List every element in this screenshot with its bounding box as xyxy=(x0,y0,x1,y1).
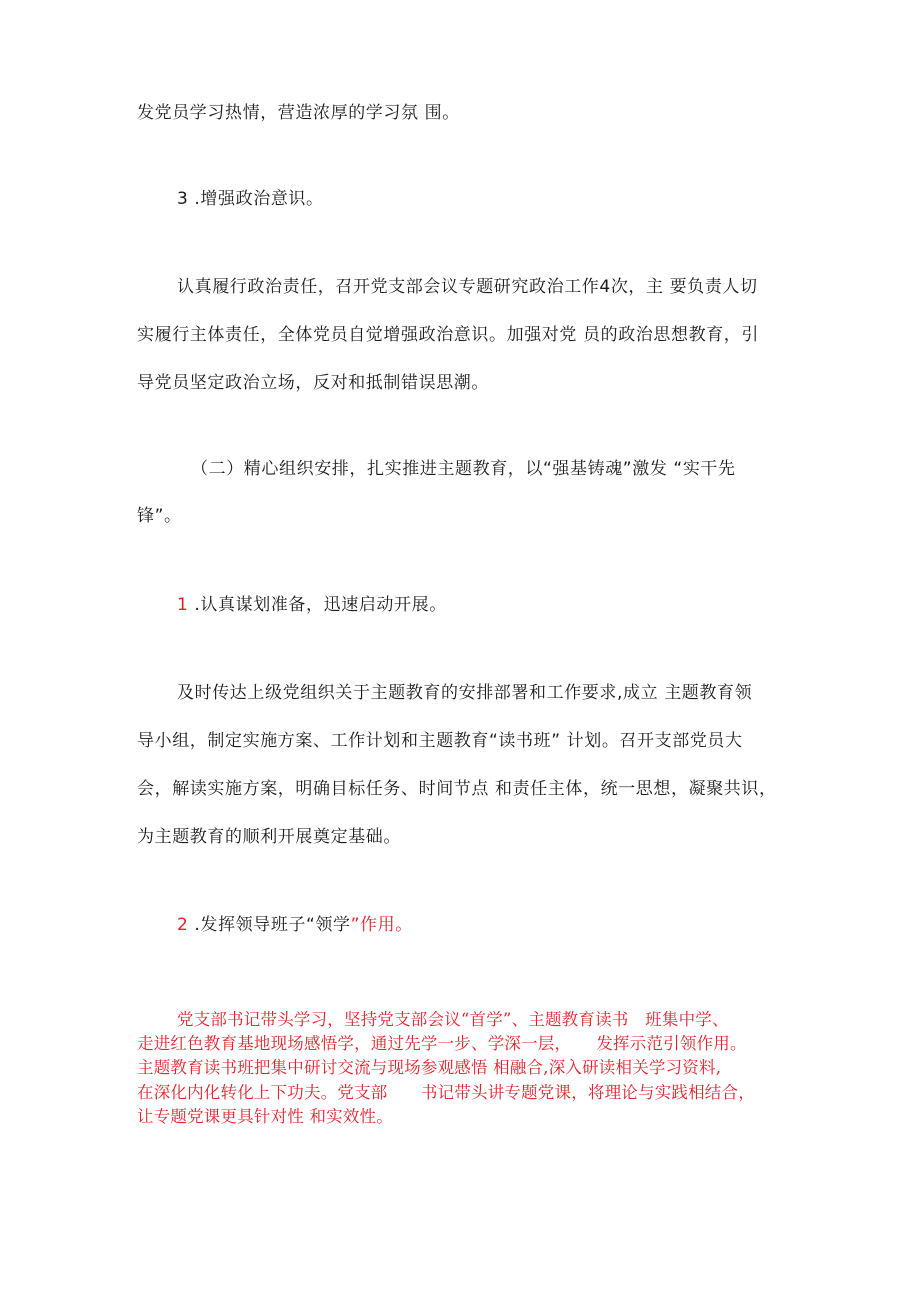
paragraph-line: 导党员坚定政治立场，反对和抵制错误思潮。 xyxy=(137,373,489,393)
subheading-number: 2 xyxy=(177,915,189,935)
paragraph-line: 走进红色教育基地现场感悟学，通过先学一步、学深一层， 发挥示范引领作用。 xyxy=(137,1034,747,1053)
paragraph-line: 导小组，制定实施方案、工作计划和主题教育“读书班” 计划。召开支部党员大 xyxy=(137,731,743,751)
subheading-3 xyxy=(177,189,324,209)
paragraph-line: 发党员学习热情，营造浓厚的学习氛 围。 xyxy=(137,103,460,123)
section-heading-cont: 锋”。 xyxy=(137,506,182,526)
subheading-number: 3 xyxy=(177,189,189,209)
paragraph-line: 及时传达上级党组织关于主题教育的安排部署和工作要求,成立 主题教育领 xyxy=(177,683,753,703)
paragraph-line: 党支部书记带头学习，坚持党支部会议“首学”、主题教育读书 班集中学、 xyxy=(177,1010,729,1029)
paragraph-line: 主题教育读书班把集中研讨交流与现场参观感悟 相融合,深入研读相关学习资料, xyxy=(137,1058,722,1077)
section-heading: （二）精心组织安排，扎实推进主题教育，以“强基铸魂”激发 “实干先 xyxy=(191,459,736,479)
subheading-text-red: ”作用。 xyxy=(350,915,413,935)
paragraph-line: 实履行主体责任，全体党员自觉增强政治意识。加强对党 员的政治思想教育，引 xyxy=(137,325,760,345)
paragraph-line: 会，解读实施方案，明确目标任务、时间节点 和责任主体，统一思想，凝聚共识， xyxy=(137,779,777,799)
paragraph-line: 为主题教育的顺利开展奠定基础。 xyxy=(137,827,401,847)
subheading-2 xyxy=(177,915,413,935)
subheading-number: 1 xyxy=(177,595,189,615)
paragraph-line: 在深化内化转化上下功夫。党支部 书记带头讲专题党课，将理论与实践相结合， xyxy=(137,1083,755,1102)
subheading-1 xyxy=(177,595,447,615)
subheading-text: .增强政治意识。 xyxy=(188,189,324,209)
paragraph-line: 认真履行政治责任，召开党支部会议专题研究政治工作4次，主 要负责人切 xyxy=(177,277,758,297)
subheading-text: .发挥领导班子“领学 xyxy=(188,915,351,935)
paragraph-line: 让专题党课更具针对性 和实效性。 xyxy=(137,1107,393,1126)
subheading-text: .认真谋划准备，迅速启动开展。 xyxy=(188,595,447,615)
